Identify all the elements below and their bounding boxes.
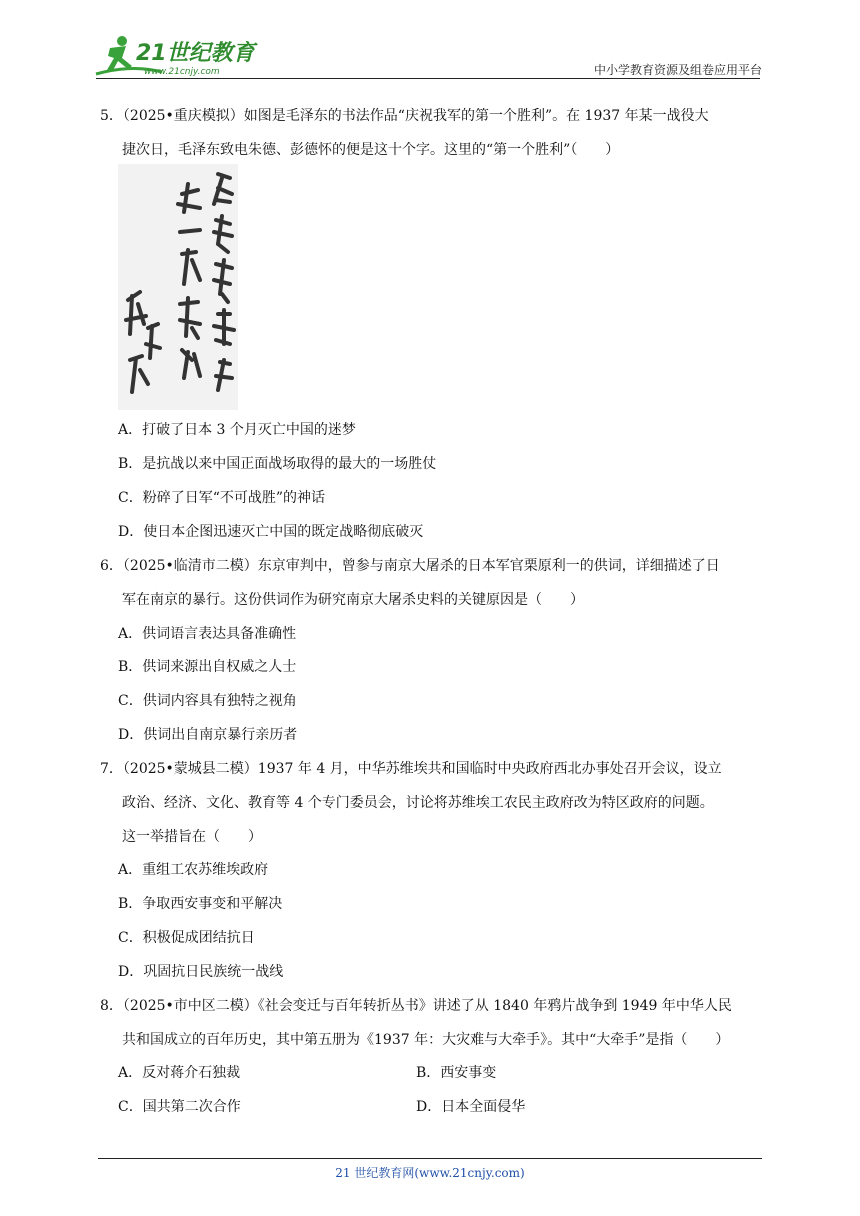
question-6-line-1: 6．（2025•临清市二模）东京审判中，曾参与南京大屠杀的日本军官栗原利一的供词，详细描述了日 xyxy=(100,558,720,574)
question-8-option-d: D．日本全面侵华 xyxy=(416,1099,526,1115)
question-7-option-a: A．重组工农苏维埃政府 xyxy=(118,862,269,878)
question-7-option-c: C．积极促成团结抗日 xyxy=(118,930,255,946)
question-8-line-1: 8．（2025•市中区二模）《社会变迁与百年转折丛书》讲述了从 1840 年鸦片战争到 1949 年中华人民 xyxy=(100,998,732,1014)
question-8-line-2: 共和国成立的百年历史，其中第五册为《1937 年：大灾难与大牵手》。其中“大牵手”是指（ ） xyxy=(122,1032,730,1048)
question-6-line-2: 军在南京的暴行。这份供词作为研究南京大屠杀史料的关键原因是（ ） xyxy=(122,592,584,608)
header-divider xyxy=(96,78,760,79)
question-7-option-b: B．争取西安事变和平解决 xyxy=(118,896,283,912)
question-7-line-3: 这一举措旨在（ ） xyxy=(122,829,262,845)
svg-text:21世纪教育: 21世纪教育 xyxy=(136,41,255,66)
question-5-option-a: A．打破了日本 3 个月灭亡中国的迷梦 xyxy=(118,422,356,438)
question-7-option-d: D．巩固抗日民族统一战线 xyxy=(118,964,284,980)
question-5-option-c: C．粉碎了日军“不可战胜”的神话 xyxy=(118,490,326,506)
question-6-option-d: D．供词出自南京暴行亲历者 xyxy=(118,727,298,743)
question-7-line-1: 7．（2025•蒙城县二模）1937 年 4 月，中华苏维埃共和国临时中央政府西北办事处召开会议，设立 xyxy=(100,761,722,777)
page-header xyxy=(92,34,762,80)
site-logo xyxy=(92,34,262,78)
question-8-option-c: C．国共第二次合作 xyxy=(118,1099,241,1115)
footer-divider xyxy=(98,1158,762,1159)
question-6-option-c: C．供词内容具有独特之视角 xyxy=(118,693,297,709)
platform-name: 中小学教育资源及组卷应用平台 xyxy=(593,63,762,77)
footer-text: 21 世纪教育网(www.21cnjy.com) xyxy=(335,1166,525,1180)
question-5-option-b: B．是抗战以来中国正面战场取得的最大的一场胜仗 xyxy=(118,456,437,472)
question-8-option-a: A．反对蒋介石独裁 xyxy=(118,1065,241,1081)
question-5-option-d: D．使日本企图迅速灭亡中国的既定战略彻底破灭 xyxy=(118,524,424,540)
calligraphy-image xyxy=(118,164,238,410)
question-5-line-1: 5．（2025•重庆模拟）如图是毛泽东的书法作品“庆祝我军的第一个胜利”。在 1937 年某一战役大 xyxy=(100,108,709,124)
question-6-option-b: B．供词来源出自权威之人士 xyxy=(118,659,297,675)
question-8-option-b: B．西安事变 xyxy=(416,1065,497,1081)
question-5-line-2: 捷次日，毛泽东致电朱德、彭德怀的便是这十个字。这里的“第一个胜利”（ ） xyxy=(122,142,620,158)
question-7-line-2: 政治、经济、文化、教育等 4 个专门委员会，讨论将苏维埃工农民主政府改为特区政府的问题。 xyxy=(122,795,714,811)
question-6-option-a: A．供词语言表达具备准确性 xyxy=(118,626,297,642)
svg-text:www.21cnjy.com: www.21cnjy.com xyxy=(144,67,220,77)
